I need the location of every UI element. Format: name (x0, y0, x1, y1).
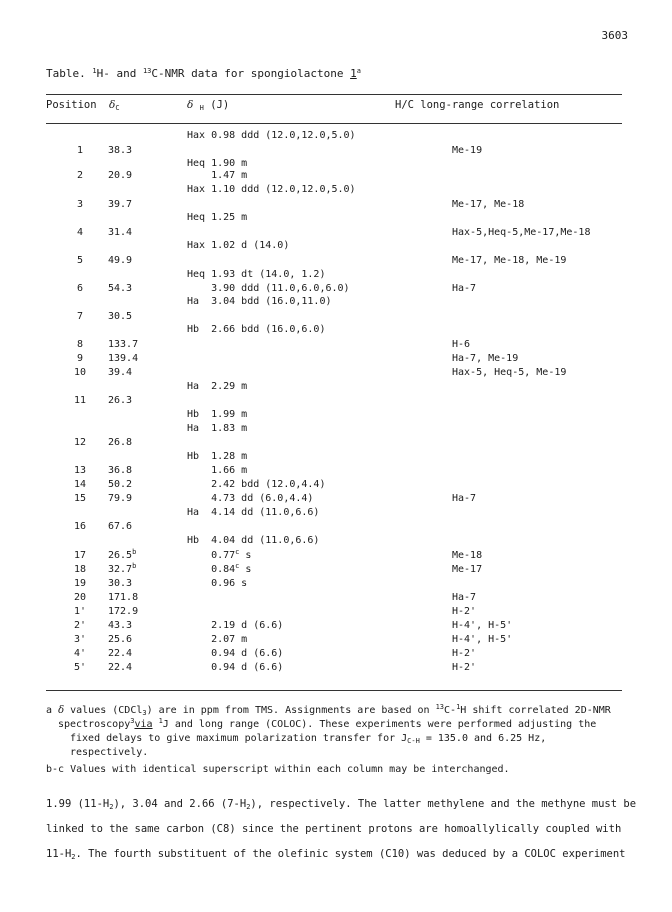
row-delta-c (108, 170, 132, 182)
row-correlation: H-2' (452, 648, 477, 659)
body-l3-sub: 2 (71, 853, 76, 861)
row-delta-c (108, 620, 132, 632)
delta-c-value: 54.3 (108, 283, 133, 294)
row-position: 11 (73, 395, 87, 406)
caption-mid1: H- and (96, 67, 137, 80)
row-delta-c (108, 578, 132, 590)
row-delta-c (108, 465, 132, 477)
row-delta-h (187, 324, 325, 336)
delta-h-value: 4.73 dd (6.0,4.4) (187, 493, 314, 504)
delta-h-value: 0.94 d (6.6) (187, 648, 284, 659)
delta-h-value: Hb 2.66 bdd (16.0,6.0) (187, 324, 326, 335)
delta-h-superscript: c (235, 562, 240, 570)
body-l3-a: 11-H (46, 848, 72, 860)
row-position: 3' (73, 634, 87, 645)
delta-c-value: 171.8 (108, 592, 139, 603)
delta-h-value: Hax 1.10 ddd (12.0,12.0,5.0) (187, 184, 356, 195)
caption-prefix: Table. (46, 67, 86, 80)
row-position: 8 (76, 339, 84, 350)
delta-c-value: 26.5 (108, 550, 133, 561)
delta-c-value: 38.3 (108, 145, 133, 156)
fn-a-l3-text1: fixed delays to give maximum polarization transfer for J (70, 733, 408, 744)
row-correlation: H-6 (452, 339, 471, 350)
row-delta-h (187, 465, 247, 477)
delta-h-superscript: c (235, 548, 240, 556)
fn-a-l2-sup: 3 (130, 717, 135, 725)
fn-a-l3-text2: = 135.0 and 6.25 Hz, (419, 733, 547, 744)
header-delta-h (187, 99, 229, 111)
table-header-rule (46, 123, 622, 124)
delta-c-value: 30.5 (108, 311, 133, 322)
table-top-rule (46, 94, 622, 95)
row-delta-h (187, 451, 247, 463)
row-delta-h (187, 578, 247, 590)
body-l1-sub2: 2 (246, 803, 251, 811)
row-delta-c (108, 479, 132, 491)
fn-a-l3-sub: C-H (407, 737, 420, 745)
row-delta-c (108, 550, 136, 562)
row-delta-h (187, 283, 350, 295)
delta-c-value: 26.3 (108, 395, 133, 406)
fn-a-sup2: 1 (456, 703, 461, 711)
fn-a-l2-text1: spectroscopy (58, 719, 131, 730)
row-correlation: Me-18 (452, 550, 483, 561)
delta-h-value: 2.42 bdd (12.0,4.4) (187, 479, 326, 490)
row-correlation: H-4', H-5' (452, 620, 513, 631)
row-position: 2' (73, 620, 87, 631)
body-l1-b: ), 3.04 and 2.66 (7-H (113, 798, 247, 810)
row-correlation: Ha-7 (452, 283, 477, 294)
delta-c-value: 133.7 (108, 339, 139, 350)
delta-c-value: 39.7 (108, 199, 133, 210)
delta-c-value: 139.4 (108, 353, 139, 364)
header-position: Position (46, 99, 97, 111)
fn-a-text3: C- (444, 705, 457, 716)
table-bottom-rule (46, 690, 622, 691)
delta-h-value: Hb 1.99 m (187, 409, 248, 420)
fn-a-delta: δ (58, 705, 65, 716)
row-delta-h (187, 212, 247, 224)
row-delta-h (187, 184, 356, 196)
row-delta-h (187, 648, 283, 660)
delta-h-value: 3.90 ddd (11.0,6.0,6.0) (187, 283, 350, 294)
fn-a-text2: ) are in ppm from TMS. Assignments are based on (146, 705, 430, 716)
row-delta-h (187, 409, 247, 421)
fn-a-l2-via: via (134, 719, 153, 730)
row-correlation: H-2' (452, 606, 477, 617)
row-delta-h (187, 296, 332, 308)
fn-a-l2-sup2: 1 (158, 717, 163, 725)
delta-h-value: 2.19 d (6.6) (187, 620, 284, 631)
delta-c-value: 25.6 (108, 634, 133, 645)
header-delta-c-sub: C (115, 104, 120, 112)
row-delta-c (108, 283, 132, 295)
row-delta-c (108, 311, 132, 323)
row-position: 19 (73, 578, 87, 589)
body-l3-b: . The fourth substituent of the olefinic system (C10) was deduced by a COLOC experiment (75, 848, 626, 860)
row-delta-h (187, 620, 283, 632)
delta-h-value: Heq 1.25 m (187, 212, 248, 223)
body-line3 (46, 848, 626, 860)
delta-h-value: Hax 1.02 d (14.0) (187, 240, 290, 251)
footnote-a-line2 (58, 719, 596, 731)
fn-a-sup1: 13 (435, 703, 445, 711)
row-correlation: H-2' (452, 662, 477, 673)
delta-h-value: 1.47 m (187, 170, 248, 181)
row-position: 7 (76, 311, 84, 322)
row-correlation: Me-17, Me-18, Me-19 (452, 255, 567, 266)
delta-c-value: 67.6 (108, 521, 133, 532)
row-delta-c (108, 227, 132, 239)
row-delta-c (108, 367, 132, 379)
row-correlation: H-4', H-5' (452, 634, 513, 645)
row-correlation: Me-17 (452, 564, 483, 575)
delta-h-multiplicity: s (239, 550, 252, 561)
row-correlation: Me-17, Me-18 (452, 199, 525, 210)
row-delta-c (108, 145, 132, 157)
row-position: 17 (73, 550, 87, 561)
row-delta-c (108, 606, 138, 618)
fn-a-sub: 3 (142, 709, 147, 717)
row-delta-c (108, 255, 132, 267)
footnote-bc: b-c Values with identical superscript within each column may be interchanged. (46, 764, 510, 775)
delta-h-value: Ha 4.14 dd (11.0,6.6) (187, 507, 320, 518)
row-delta-c (108, 564, 136, 576)
delta-c-value: 32.7 (108, 564, 133, 575)
row-correlation: Hax-5,Heq-5,Me-17,Me-18 (452, 227, 591, 238)
row-delta-h (187, 130, 356, 142)
delta-h-value: 2.07 m (187, 634, 248, 645)
row-delta-h (187, 479, 325, 491)
row-delta-h (187, 158, 247, 170)
row-position: 9 (76, 353, 84, 364)
body-l1-sub1: 2 (109, 803, 114, 811)
delta-c-value: 43.3 (108, 620, 133, 631)
row-delta-c (108, 648, 132, 660)
delta-h-value: 0.84 (187, 564, 236, 575)
row-delta-h (187, 269, 325, 281)
row-position: 4 (76, 227, 84, 238)
row-position: 3 (76, 199, 84, 210)
row-delta-c (108, 199, 132, 211)
row-delta-c (108, 395, 132, 407)
row-position: 5' (73, 662, 87, 673)
delta-c-value: 22.4 (108, 648, 133, 659)
row-position: 18 (73, 564, 87, 575)
row-position: 15 (73, 493, 87, 504)
footnote-a-line4: respectively. (70, 747, 149, 758)
fn-a-l2-text2: J and long range (COLOC). These experiments were performed adjusting the (162, 719, 597, 730)
row-delta-h (187, 381, 247, 393)
row-delta-c (108, 353, 138, 365)
row-correlation: Ha-7 (452, 592, 477, 603)
body-line1 (46, 798, 636, 810)
row-position: 6 (76, 283, 84, 294)
row-correlation: Hax-5, Heq-5, Me-19 (452, 367, 567, 378)
row-delta-h (187, 507, 319, 519)
delta-h-value: Hax 0.98 ddd (12.0,12.0,5.0) (187, 130, 356, 141)
delta-c-value: 36.8 (108, 465, 133, 476)
delta-h-value: 0.77 (187, 550, 236, 561)
header-correlation: H/C long-range correlation (395, 99, 560, 111)
caption-compound: 1 (350, 67, 357, 80)
row-delta-c (108, 662, 132, 674)
row-delta-c (108, 634, 132, 646)
delta-c-value: 39.4 (108, 367, 133, 378)
row-position: 14 (73, 479, 87, 490)
delta-h-value: Ha 1.83 m (187, 423, 248, 434)
fn-a-text4: H shift correlated 2D-NMR (460, 705, 611, 716)
delta-c-superscript: b (132, 548, 137, 556)
delta-c-value: 22.4 (108, 662, 133, 673)
row-position: 5 (76, 255, 84, 266)
delta-c-value: 50.2 (108, 479, 133, 490)
row-delta-h (187, 240, 289, 252)
header-delta-c (109, 99, 120, 111)
row-position: 12 (73, 437, 87, 448)
fn-a-mark: a (46, 705, 53, 716)
delta-h-multiplicity: s (239, 564, 252, 575)
delta-h-value: Ha 3.04 bdd (16.0,11.0) (187, 296, 332, 307)
footnote-a-line3 (70, 733, 546, 745)
row-position: 20 (73, 592, 87, 603)
footnote-a-line1 (46, 705, 611, 717)
fn-a-text1: values (CDCl (70, 705, 143, 716)
header-delta-h-sub: H (199, 104, 204, 112)
header-delta-c-symbol: δ (109, 99, 116, 111)
delta-h-value: Heq 1.93 dt (14.0, 1.2) (187, 269, 326, 280)
row-delta-h (187, 550, 251, 562)
delta-c-value: 49.9 (108, 255, 133, 266)
caption-sup1: 1 (92, 67, 97, 75)
delta-h-value: 0.96 s (187, 578, 248, 589)
body-line2: linked to the same carbon (C8) since the pertinent protons are homoallylically coupled with (46, 823, 622, 835)
delta-h-value: Heq 1.90 m (187, 158, 248, 169)
delta-h-value: Ha 2.29 m (187, 381, 248, 392)
delta-h-value: Hb 4.04 dd (11.0,6.6) (187, 535, 320, 546)
delta-c-value: 31.4 (108, 227, 133, 238)
caption-mid2: C-NMR data for spongiolactone (151, 67, 344, 80)
row-correlation: Ha-7, Me-19 (452, 353, 519, 364)
caption-sup2: 13 (142, 67, 152, 75)
row-delta-h (187, 170, 247, 182)
row-position: 13 (73, 465, 87, 476)
row-delta-h (187, 493, 313, 505)
row-delta-h (187, 423, 247, 435)
delta-c-superscript: b (132, 562, 137, 570)
row-delta-h (187, 634, 247, 646)
header-delta-h-j: (J) (210, 99, 230, 111)
body-l1-a: 1.99 (11-H (46, 798, 110, 810)
row-delta-c (108, 592, 138, 604)
row-delta-c (108, 493, 132, 505)
row-position: 1 (76, 145, 84, 156)
header-delta-h-symbol: δ (187, 99, 194, 111)
delta-h-value: Hb 1.28 m (187, 451, 248, 462)
body-l1-c: ), respectively. The latter methylene and the methyne must be (250, 798, 637, 810)
delta-c-value: 172.9 (108, 606, 139, 617)
row-delta-c (108, 437, 132, 449)
delta-c-value: 79.9 (108, 493, 133, 504)
delta-c-value: 30.3 (108, 578, 133, 589)
delta-h-value: 0.94 d (6.6) (187, 662, 284, 673)
delta-h-value: 1.66 m (187, 465, 248, 476)
table-caption (46, 68, 361, 80)
row-correlation: Ha-7 (452, 493, 477, 504)
row-position: 16 (73, 521, 87, 532)
row-delta-c (108, 339, 138, 351)
row-delta-c (108, 521, 132, 533)
row-position: 2 (76, 170, 84, 181)
delta-c-value: 26.8 (108, 437, 133, 448)
caption-sup3: a (356, 67, 361, 75)
delta-c-value: 20.9 (108, 170, 133, 181)
row-delta-h (187, 535, 319, 547)
page-number: 3603 (601, 29, 628, 42)
row-delta-h (187, 564, 251, 576)
row-position: 1' (73, 606, 87, 617)
row-position: 10 (73, 367, 87, 378)
row-delta-h (187, 662, 283, 674)
row-correlation: Me-19 (452, 145, 483, 156)
row-position: 4' (73, 648, 87, 659)
